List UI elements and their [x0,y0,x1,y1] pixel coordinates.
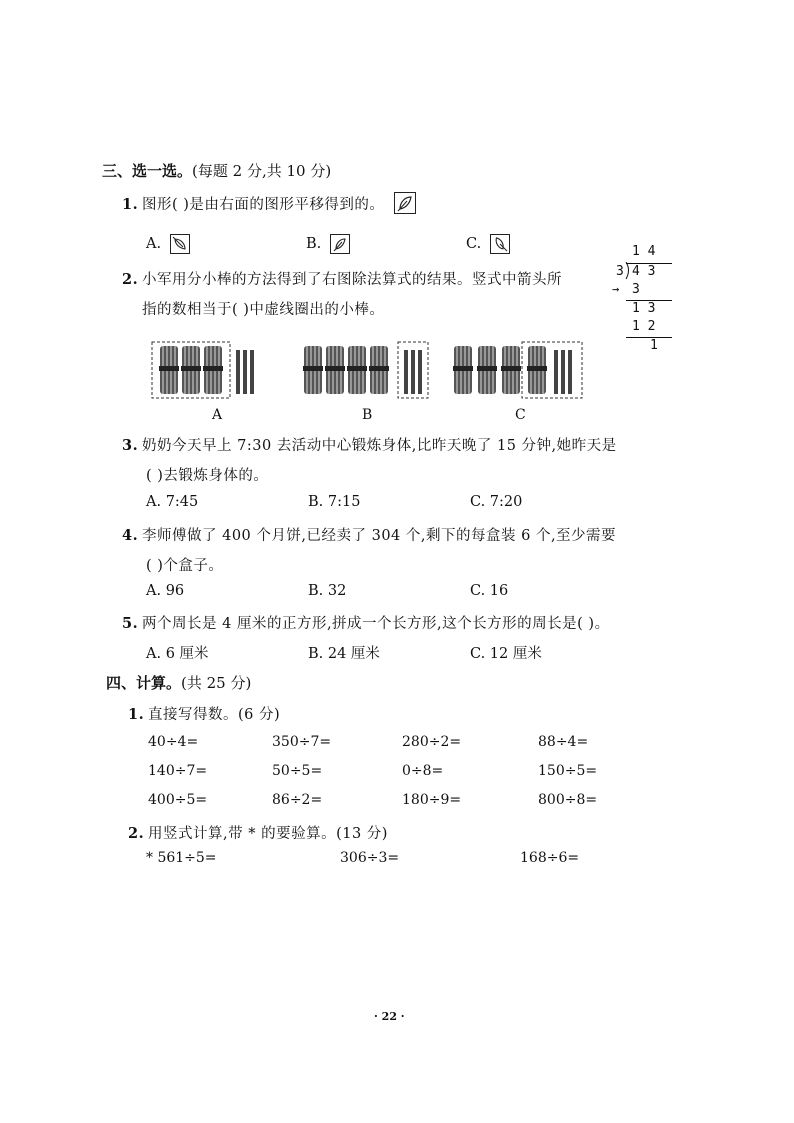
calc-item[interactable]: 400÷5= [148,792,208,808]
calc-item[interactable]: 50÷5= [272,763,323,779]
vertical-calc-item[interactable]: * 561÷5= [146,850,217,866]
division-remainder: 1 [650,338,658,353]
calc-item[interactable]: 180÷9= [402,792,462,808]
calc-item[interactable]: 86÷2= [272,792,323,808]
question-1: 1. 图形( )是由右面的图形平移得到的。 [122,193,416,216]
bundle-a3 [203,346,223,394]
division-arrow: → [612,282,620,296]
q5-option-c[interactable]: C. 12 厘米 [470,646,542,662]
q2-line2: 指的数相当于( )中虚线圈出的小棒。 [142,302,385,318]
q5-text: 两个周长是 4 厘米的正方形,拼成一个长方形,这个长方形的周长是( )。 [142,616,610,632]
q3-option-c[interactable]: C. 7:20 [470,494,523,510]
part1-text: 直接写得数。(6 分) [148,707,281,723]
leaf-shape-icon [394,192,416,214]
vertical-calc-item[interactable]: 168÷6= [520,850,580,866]
section3-note: (每题 2 分,共 10 分) [192,162,332,180]
section3-heading [102,160,331,181]
division-step1: 3 [632,282,640,297]
q2-option-b-label[interactable]: B [362,407,373,423]
calc-item[interactable]: 88÷4= [538,734,589,750]
bundle-c1 [453,346,473,394]
section4-title: 四、计算。 [106,674,182,692]
sticks-b [404,350,422,394]
q4-line2: ( )个盒子。 [146,558,224,574]
calc-item[interactable]: 350÷7= [272,734,332,750]
bundle-b3 [347,346,367,394]
question-5: 5. 两个周长是 4 厘米的正方形,拼成一个长方形,这个长方形的周长是( )。 [122,615,610,632]
q1-text: 图形( )是由右面的图形平移得到的。 [142,197,385,213]
bundle-b2 [325,346,345,394]
bundle-a1 [159,346,179,394]
division-step3: 1 2 [632,319,656,334]
bundle-b4 [369,346,389,394]
q3-line2: ( )去锻炼身体的。 [146,468,269,484]
q4-option-c[interactable]: C. 16 [470,583,509,599]
q1-option-b[interactable]: B. [306,234,350,254]
leaf-option-c-icon [490,234,510,254]
division-dividend: 4 3 [632,264,656,279]
bundle-b1 [303,346,323,394]
q3-option-a[interactable]: A. 7:45 [146,494,199,510]
bundle-c4 [527,346,547,394]
part-1: 1. 直接写得数。(6 分) [128,706,281,723]
q3-option-b[interactable]: B. 7:15 [308,494,361,510]
q2-option-a-label[interactable]: A [212,407,223,423]
long-division [612,244,674,354]
q2-line1: 小军用分小棒的方法得到了右图除法算式的结果。竖式中箭头所 [142,272,562,288]
division-quotient: 1 4 [632,244,656,259]
division-step2: 1 3 [632,301,656,316]
question-2: 2. 小军用分小棒的方法得到了右图除法算式的结果。竖式中箭头所 [122,271,562,288]
q5-option-b[interactable]: B. 24 厘米 [308,646,380,662]
calc-item[interactable]: 800÷8= [538,792,598,808]
question-3: 3. 奶奶今天早上 7:30 去活动中心锻炼身体,比昨天晚了 15 分钟,她昨天是 [122,437,617,454]
q4-line1: 李师傅做了 400 个月饼,已经卖了 304 个,剩下的每盒装 6 个,至少需要 [142,528,617,544]
calc-item[interactable]: 40÷4= [148,734,199,750]
part2-text: 用竖式计算,带 * 的要验算。(13 分) [148,826,388,842]
page-number: · 22 · [374,1010,405,1023]
q4-option-a[interactable]: A. 96 [146,583,185,599]
division-divisor: 3 [616,264,624,279]
question-4: 4. 李师傅做了 400 个月饼,已经卖了 304 个,剩下的每盒装 6 个,至少需要 [122,527,617,544]
sticks-a [236,350,254,394]
section4-note: (共 25 分) [181,674,252,692]
q5-option-a[interactable]: A. 6 厘米 [146,646,209,662]
stick-bundles-figure [150,340,590,404]
leaf-option-a-icon [170,234,190,254]
section4-heading [106,672,251,693]
bundle-c2 [477,346,497,394]
bundle-a2 [181,346,201,394]
section3-title: 三、选一选。 [102,162,193,180]
q4-option-b[interactable]: B. 32 [308,583,347,599]
part-2: 2. 用竖式计算,带 * 的要验算。(13 分) [128,825,388,842]
calc-item[interactable]: 280÷2= [402,734,462,750]
calc-item[interactable]: 140÷7= [148,763,208,779]
leaf-option-b-icon [330,234,350,254]
q1-option-c[interactable]: C. [466,234,510,254]
bundle-c3 [501,346,521,394]
calc-item[interactable]: 150÷5= [538,763,598,779]
q3-line1: 奶奶今天早上 7:30 去活动中心锻炼身体,比昨天晚了 15 分钟,她昨天是 [142,438,617,454]
q1-option-a[interactable]: A. [146,234,190,254]
sticks-c [554,350,572,394]
q2-option-c-label[interactable]: C [515,407,526,423]
calc-item[interactable]: 0÷8= [402,763,444,779]
vertical-calc-item[interactable]: 306÷3= [340,850,400,866]
